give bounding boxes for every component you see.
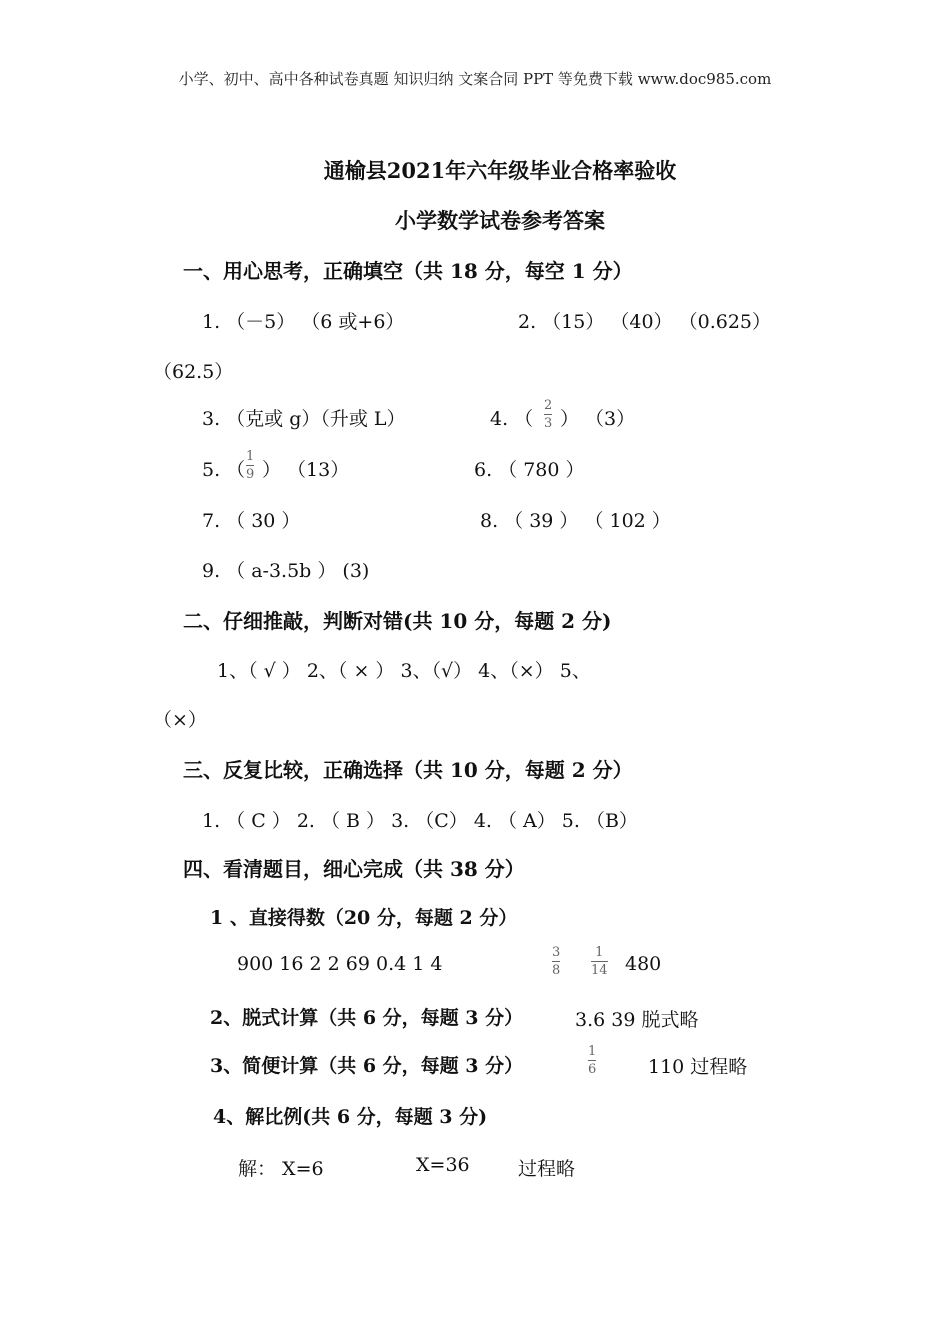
subsection-3-answers: 110 过程略 bbox=[648, 1056, 748, 1078]
fraction-denominator: 9 bbox=[246, 467, 255, 482]
fraction-numerator: 1 bbox=[595, 945, 604, 960]
title-line-1: 通榆县2021年六年级毕业合格率验收 bbox=[323, 158, 677, 183]
fraction-denominator: 14 bbox=[591, 963, 608, 978]
fraction-numerator: 2 bbox=[544, 398, 553, 413]
answer-9: 9. （ a-3.5b ） (3) bbox=[202, 560, 370, 582]
subsection-1-heading: 1 、直接得数（20 分，每题 2 分） bbox=[210, 907, 518, 929]
subsection-2-heading: 2、脱式计算（共 6 分，每题 3 分） bbox=[210, 1007, 524, 1029]
fraction-numerator: 3 bbox=[552, 945, 561, 960]
choice-answers: 1. （ C ） 2. （ B ） 3. （C） 4. （ A） 5. （B） bbox=[202, 810, 638, 832]
proportion-answer-2: X=36 bbox=[416, 1154, 470, 1176]
answer-1: 1. （－5） （6 或+6） bbox=[202, 311, 405, 333]
section-1-heading: 一、用心思考，正确填空（共 18 分，每空 1 分） bbox=[183, 259, 633, 283]
answer-7: 7. （ 30 ） bbox=[202, 510, 301, 532]
subsection-4-heading: 4、解比例(共 6 分，每题 3 分) bbox=[213, 1106, 488, 1128]
section-4-heading: 四、看清题目，细心完成（共 38 分） bbox=[183, 857, 525, 881]
judgement-answers-cont: （×） bbox=[153, 709, 207, 731]
answer-4-start: 4. （ bbox=[490, 408, 534, 430]
answer-3: 3. （克或 g）（升或 L） bbox=[202, 408, 406, 430]
fraction-numerator: 1 bbox=[588, 1044, 597, 1059]
fraction-numerator: 1 bbox=[246, 449, 255, 464]
section-2-heading: 二、仔细推敲，判断对错(共 10 分，每题 2 分) bbox=[183, 609, 612, 633]
fraction-2-3 bbox=[544, 398, 552, 431]
answer-6: 6. （ 780 ） bbox=[474, 459, 585, 481]
subsection-3-heading: 3、简便计算（共 6 分，每题 3 分） bbox=[210, 1055, 524, 1077]
answer-8: 8. （ 39 ） （ 102 ） bbox=[480, 510, 671, 532]
direct-result-last: 480 bbox=[625, 953, 662, 975]
fraction-bar bbox=[588, 1060, 596, 1061]
fraction-denominator: 6 bbox=[588, 1062, 597, 1077]
answer-5-end: ） （13） bbox=[262, 459, 350, 481]
fraction-1-6 bbox=[588, 1044, 596, 1077]
answer-2: 2. （15） （40） （0.625） bbox=[518, 311, 771, 333]
section-3-heading: 三、反复比较，正确选择（共 10 分，每题 2 分） bbox=[183, 758, 633, 782]
fraction-1-14 bbox=[591, 945, 608, 978]
judgement-answers: 1、（ √ ） 2、（ × ） 3、（√） 4、（×） 5、 bbox=[217, 660, 591, 682]
page-header: 小学、初中、高中各种试卷真题 知识归纳 文案合同 PPT 等免费下载 www.doc985.com bbox=[178, 70, 772, 88]
answer-4-end: ） （3） bbox=[560, 408, 636, 430]
fraction-3-8 bbox=[552, 945, 560, 978]
title-line-2: 小学数学试卷参考答案 bbox=[395, 208, 605, 233]
fraction-bar bbox=[544, 414, 552, 415]
proportion-answer-note: 过程略 bbox=[518, 1158, 576, 1180]
answer-2-cont: （62.5） bbox=[153, 361, 234, 383]
fraction-bar bbox=[591, 961, 608, 962]
answer-5-start: 5. （ bbox=[202, 459, 246, 481]
subsection-2-answers: 3.6 39 脱式略 bbox=[575, 1009, 699, 1031]
direct-results: 900 16 2 2 69 0.4 1 4 bbox=[237, 953, 443, 975]
proportion-answer-1: 解： X=6 bbox=[238, 1158, 324, 1180]
fraction-denominator: 8 bbox=[552, 963, 561, 978]
fraction-denominator: 3 bbox=[544, 416, 553, 431]
fraction-bar bbox=[552, 961, 560, 962]
fraction-bar bbox=[246, 465, 254, 466]
fraction-1-9 bbox=[246, 449, 254, 482]
